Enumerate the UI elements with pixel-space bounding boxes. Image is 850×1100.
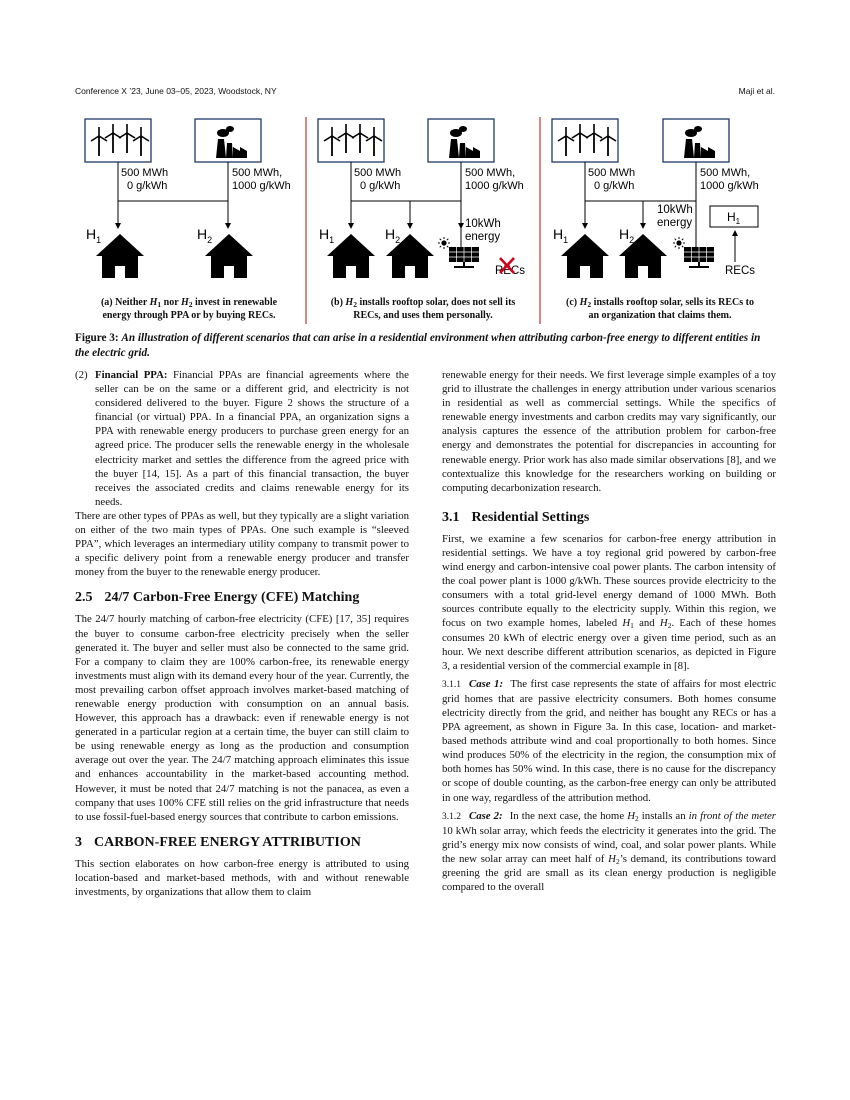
wind-farm-icon [552,119,618,162]
paragraph-ppa-types: There are other types of PPAs as well, but they typically are a slight variation on either of the two main types of PPAs. One such example is “sleeved PPA”, which leverages an intermediary utility company to transmit power to a specific delivery point from a renewable energy producer and transfer money from the buyer to the renewable energy producer. [75,509,409,579]
left-column [75,368,409,899]
header-authors: Maji et al. [738,86,775,96]
subcaption-c: (c) $H_2$ installs rooftop solar, sells its RECs to an organization that claims them. [566,297,754,321]
section-heading-2-5: 2.5 24/7 Carbon-Free Energy (CFE) Matching [75,590,360,606]
subcaption-b: (b) $H_2$ installs rooftop solar, does not sell its RECs, and uses them personally. [330,297,516,321]
panel-b [318,119,525,278]
recs-label: RECs [495,265,526,277]
header-venue: Conference X ’23, June 03–05, 2023, Woodstock, NY [75,86,277,96]
coal-intensity-label: 1000 g/kWh [465,180,524,192]
coal-output-label: 500 MWh, [465,167,516,179]
figure-3 [75,113,787,328]
solar-energy-label: 10kWh [465,218,501,230]
wind-intensity-label: 0 g/kWh [127,180,168,192]
list-number: (2) [75,369,88,381]
recs-label: RECs [725,265,756,277]
figure-caption [75,331,777,360]
coal-intensity-label: 1000 g/kWh [232,180,291,192]
wind-farm-icon [318,119,384,162]
home-1-label: $H_1$ [86,226,102,245]
sun-icon [673,237,685,249]
right-column [442,368,776,894]
panel-c [552,119,759,278]
panel-a [85,119,291,278]
home-1-icon [96,234,144,278]
list-item-title: Financial PPA: [95,369,168,381]
list-item-text: Financial PPAs are financial agreements where the seller can be on the same or a different grid, and electricity is not considered delivered to the buyer. Figure 2 shows the structure of a financial (or virtual) PPA. In a financial PPA, an organization signs a PPA with renewable energy producers to purchase green energy for an agreed price. The producer sells the renewable energy in the wholesale electricity market and settles the difference from the agreed price with the buyer [14, 15]. As a part of this financial transaction, the buyer receives the associated credits and claims renewable energy for its needs. [95,369,409,508]
subcaption-a: (a) Neither $H_1$ nor $H_2$ invest in renewable energy through PPA or by buying RECs. [100,297,278,321]
paragraph-cfe-matching: The 24/7 hourly matching of carbon-free electricity (CFE) [17, 35] requires the buyer to consume carbon-free electricity precisely when the seller generated it. The buyer and seller must also be connected to the same grid. For a company to claim they are 100% carbon-free, its renewable energy investments must align with its demand every hour of the year. Currently, the most prevailing carbon offset approach involves market-based matching of renewable energy production with consumption on an annual basis. However, this approach has a drawback: even if renewable energy is not generated in a particular region at a certain time, the buyer can still claim to be using renewable energy as long as the production and consumption average out over the year. The 24/7 matching approach eliminates this issue and enhances accountability in the market-based accounting method. However, it must be noted that 24/7 matching is not the panacea, as even a company that uses 100% CFE still relies on the grid infrastructure that needs to use fossil-fuel-based energy sources that contribute to carbon emissions. [75,613,409,823]
case-1-paragraph: 3.1.1 Case 1: The first case represents the state of affairs for most electric grid homes that are passive electricity consumers. Both homes consume electricity directly from the grid, and neither has bought any RECs or has a PPA agreement, as shown in Figure 3a. In this case, location- and market-based methods attribute wind and coal proportionally to both homes. Since wind produces 50% of the electricity in the region, the consumption mix of both homes has 50% wind. In this case, there is no cause for the discrepancy or scope of double counting, as the carbon-free energy can only be attributed in one way, regardless of the attribution method. [442,677,776,804]
section-heading-3: 3 CARBON-FREE ENERGY ATTRIBUTION [75,834,361,850]
home-2-label: $H_2$ [385,226,401,245]
wind-farm-icon [85,119,151,162]
home-2-label: $H_2$ [619,226,635,245]
wind-output-label: 500 MWh [588,167,636,179]
paragraph-section-3: This section elaborates on how carbon-free energy is attributed to using location-based and market-based methods, with and without renewable investments, by organizations that allow them to claim [75,857,409,898]
list-item-financial-ppa [75,368,409,509]
home-2-icon [205,234,253,278]
organization-label: $H_1$ [727,210,741,226]
solar-panel-icon [684,247,714,267]
section-heading-3-1: 3.1 Residential Settings [442,509,590,525]
wind-intensity-label: 0 g/kWh [360,180,401,192]
solar-energy-label-2: energy [657,217,693,229]
solar-energy-label-2: energy [465,231,501,243]
coal-output-label: 500 MWh, [700,167,751,179]
coal-plant-icon [428,119,494,162]
home-1-icon [327,234,375,278]
coal-output-label: 500 MWh, [232,167,283,179]
home-2-label: $H_2$ [197,226,213,245]
case-2-paragraph: 3.1.2 Case 2: In the next case, the home $H_2$ installs an in front of the meter 10 kWh solar array, which feeds the electricity it generates into the grid. The grid’s energy mix now consists of wind, coal, and solar power plants. While the new solar array can meet half of $H_2’s$ demand, its contributions toward greening the grid are small as its clean energy production is negligible compared to the overall [442,809,777,894]
home-1-icon [561,234,609,278]
wind-output-label: 500 MWh [121,167,169,179]
coal-plant-icon [663,119,729,162]
solar-energy-label: 10kWh [657,204,693,216]
figure-caption-text: An illustration of different scenarios that can arise in a residential environment when attributing carbon-free energy to different entities in the electric grid. [75,332,761,359]
running-header [75,86,775,98]
coal-intensity-label: 1000 g/kWh [700,180,759,192]
figure-caption-label: Figure 3: [75,332,119,344]
home-1-label: $H_1$ [319,226,335,245]
wind-output-label: 500 MWh [354,167,402,179]
sun-icon [438,237,450,249]
solar-panel-icon [449,247,479,267]
coal-plant-icon [195,119,261,162]
paragraph-residential: First, we examine a few scenarios for carbon-free energy attribution in residential settings. We have a toy regional grid powered by carbon-free wind energy and carbon-intensive coal power plants. The carbon intensity of the coal power plant is 1000 g/kWh. These sources provide electricity to the consumers with a total grid-level energy demand of 1000 MWh. Both sources contribute equally to the electricity supply. Within this region, we focus on two example homes, labeled $H_1$ and $H_2$. Each of these homes consumes 20 kWh of electric energy over a given time period, such as an hour. We next describe different attribution scenarios, as depicted in Figure 3, a residential version of the commercial example in [8]. [442,532,776,672]
paragraph-section-3-cont: renewable energy for their needs. We first leverage simple examples of a toy grid to illustrate the challenges in energy attribution under various scenarios in residential as well as commercial settings. While the specifics of renewable energy investments and carbon credits may vary significantly, our analysis captures the essence of the attribution problem for carbon-free energy and demonstrates the potential for discrepancies in accounting for renewable energy. Prior work has also made similar observations [8], and we contextualize this knowledge for the researchers working on building or computing decarbonization research. [442,369,776,494]
home-1-label: $H_1$ [553,226,569,245]
wind-intensity-label: 0 g/kWh [594,180,635,192]
